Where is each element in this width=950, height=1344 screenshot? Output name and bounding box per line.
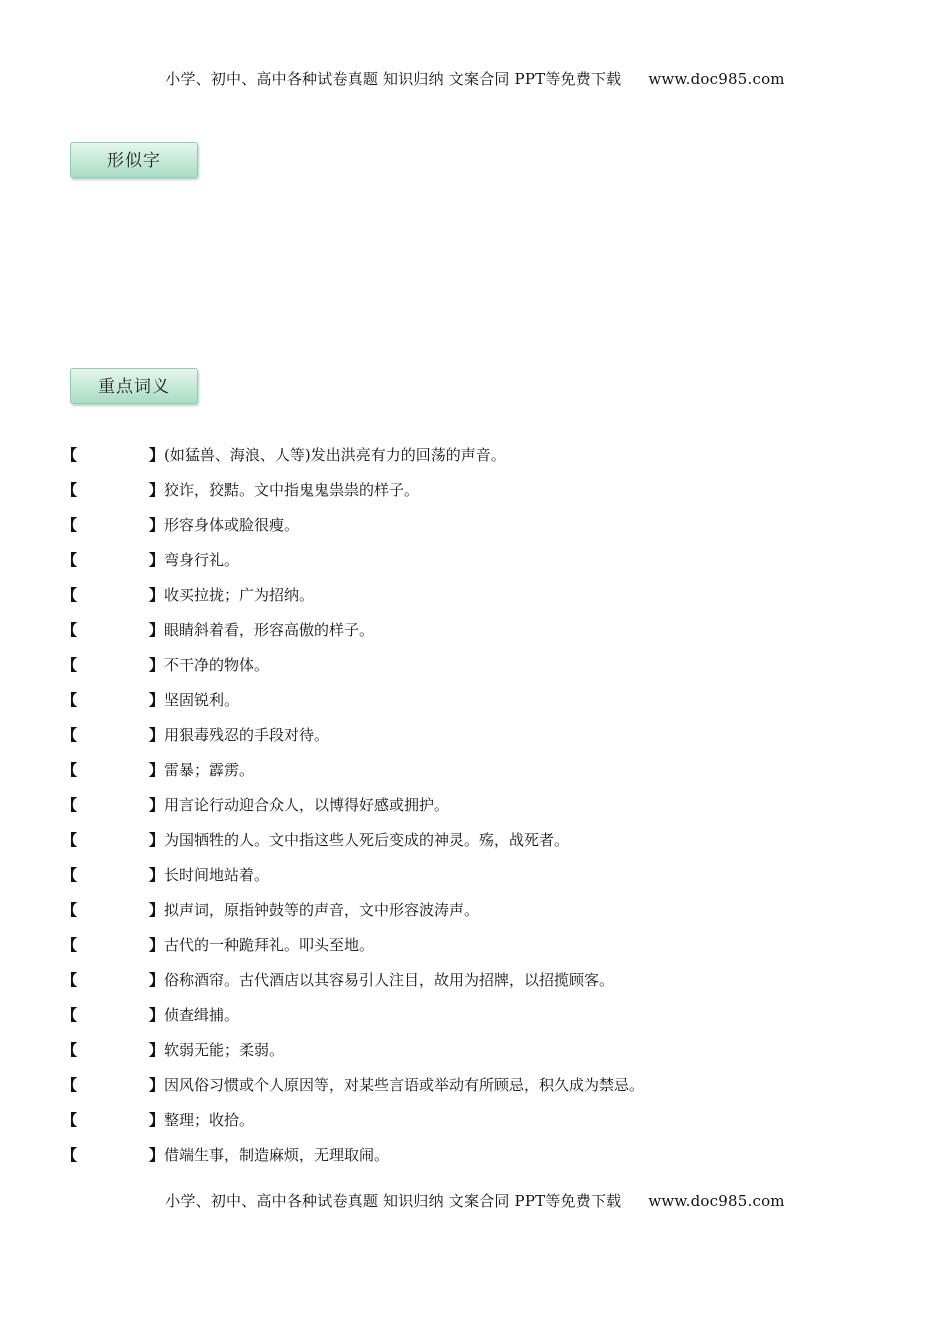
definition-item	[62, 722, 644, 757]
definition-item	[62, 477, 644, 512]
definition-text: 用言论行动迎合众人，以博得好感或拥护。	[164, 796, 450, 814]
answer-blank[interactable]	[77, 972, 149, 990]
answer-blank[interactable]	[77, 447, 149, 465]
answer-blank[interactable]	[77, 622, 149, 640]
answer-blank[interactable]	[77, 832, 149, 850]
definition-text: (如猛兽、海浪、人等)发出洪亮有力的回荡的声音。	[164, 446, 506, 464]
definition-text: 古代的一种跪拜礼。叩头至地。	[164, 936, 375, 954]
footer-url[interactable]: www.doc985.com	[648, 1192, 785, 1210]
header-text: 小学、初中、高中各种试卷真题 知识归纳 文案合同 PPT等免费下载	[165, 70, 622, 88]
definition-item	[62, 897, 644, 932]
close-bracket: 】	[149, 866, 165, 884]
section-title-key-words: 重点词义	[70, 368, 198, 404]
answer-blank[interactable]	[77, 482, 149, 500]
answer-blank[interactable]	[77, 937, 149, 955]
definition-item	[62, 617, 644, 652]
definition-item	[62, 512, 644, 547]
definition-item	[62, 862, 644, 897]
open-bracket: 【	[62, 481, 78, 499]
definition-item	[62, 757, 644, 792]
open-bracket: 【	[62, 831, 78, 849]
answer-blank[interactable]	[77, 517, 149, 535]
answer-blank[interactable]	[77, 867, 149, 885]
definition-item	[62, 932, 644, 967]
answer-blank[interactable]	[77, 1147, 149, 1165]
close-bracket: 】	[149, 1076, 165, 1094]
definition-text: 雷暴；霹雳。	[164, 761, 255, 779]
answer-blank[interactable]	[77, 1077, 149, 1095]
open-bracket: 【	[62, 936, 78, 954]
page-header	[0, 68, 950, 89]
definition-text: 坚固锐利。	[164, 691, 240, 709]
definition-text: 不干净的物体。	[164, 656, 270, 674]
open-bracket: 【	[62, 1006, 78, 1024]
answer-blank[interactable]	[77, 552, 149, 570]
answer-blank[interactable]	[77, 797, 149, 815]
definition-text: 整理；收拾。	[164, 1111, 255, 1129]
close-bracket: 】	[149, 551, 165, 569]
open-bracket: 【	[62, 901, 78, 919]
open-bracket: 【	[62, 971, 78, 989]
definition-item	[62, 1142, 644, 1177]
definition-text: 为国牺牲的人。文中指这些人死后变成的神灵。殇，战死者。	[164, 831, 570, 849]
definition-item	[62, 1002, 644, 1037]
definition-text: 眼睛斜着看，形容高傲的样子。	[164, 621, 375, 639]
definition-item	[62, 687, 644, 722]
close-bracket: 】	[149, 481, 165, 499]
close-bracket: 】	[149, 586, 165, 604]
answer-blank[interactable]	[77, 762, 149, 780]
open-bracket: 【	[62, 586, 78, 604]
open-bracket: 【	[62, 691, 78, 709]
open-bracket: 【	[62, 1076, 78, 1094]
open-bracket: 【	[62, 1041, 78, 1059]
answer-blank[interactable]	[77, 657, 149, 675]
definition-text: 长时间地站着。	[164, 866, 270, 884]
close-bracket: 】	[149, 1006, 165, 1024]
open-bracket: 【	[62, 551, 78, 569]
answer-blank[interactable]	[77, 902, 149, 920]
open-bracket: 【	[62, 726, 78, 744]
definition-item	[62, 792, 644, 827]
definition-item	[62, 827, 644, 862]
close-bracket: 】	[149, 726, 165, 744]
close-bracket: 】	[149, 971, 165, 989]
answer-blank[interactable]	[77, 1112, 149, 1130]
definition-item	[62, 652, 644, 687]
definition-item	[62, 1037, 644, 1072]
open-bracket: 【	[62, 761, 78, 779]
open-bracket: 【	[62, 656, 78, 674]
definition-text: 借端生事，制造麻烦，无理取闹。	[164, 1146, 390, 1164]
open-bracket: 【	[62, 866, 78, 884]
close-bracket: 】	[149, 621, 165, 639]
definition-item	[62, 442, 644, 477]
definition-text: 用狠毒残忍的手段对待。	[164, 726, 330, 744]
footer-text: 小学、初中、高中各种试卷真题 知识归纳 文案合同 PPT等免费下载	[165, 1192, 622, 1210]
definition-text: 弯身行礼。	[164, 551, 240, 569]
close-bracket: 】	[149, 656, 165, 674]
open-bracket: 【	[62, 621, 78, 639]
close-bracket: 】	[149, 796, 165, 814]
close-bracket: 】	[149, 446, 165, 464]
close-bracket: 】	[149, 761, 165, 779]
header-url[interactable]: www.doc985.com	[648, 70, 785, 88]
definition-text: 收买拉拢；广为招纳。	[164, 586, 315, 604]
close-bracket: 】	[149, 1041, 165, 1059]
close-bracket: 】	[149, 936, 165, 954]
answer-blank[interactable]	[77, 1007, 149, 1025]
close-bracket: 】	[149, 516, 165, 534]
open-bracket: 【	[62, 796, 78, 814]
close-bracket: 】	[149, 691, 165, 709]
definition-text: 俗称酒帘。古代酒店以其容易引人注目，故用为招牌，以招揽顾客。	[164, 971, 615, 989]
definition-text: 侦查缉捕。	[164, 1006, 240, 1024]
close-bracket: 】	[149, 1111, 165, 1129]
definition-text: 拟声词，原指钟鼓等的声音，文中形容波涛声。	[164, 901, 480, 919]
open-bracket: 【	[62, 516, 78, 534]
page-footer	[0, 1190, 950, 1211]
section-title-similar-chars: 形似字	[70, 142, 198, 178]
definition-item	[62, 1107, 644, 1142]
close-bracket: 】	[149, 831, 165, 849]
open-bracket: 【	[62, 1146, 78, 1164]
close-bracket: 】	[149, 1146, 165, 1164]
answer-blank[interactable]	[77, 692, 149, 710]
definition-text: 形容身体或脸很瘦。	[164, 516, 300, 534]
definition-list	[62, 442, 644, 1177]
open-bracket: 【	[62, 446, 78, 464]
answer-blank[interactable]	[77, 727, 149, 745]
definition-item	[62, 547, 644, 582]
definition-text: 因风俗习惯或个人原因等，对某些言语或举动有所顾忌，积久成为禁忌。	[164, 1076, 645, 1094]
answer-blank[interactable]	[77, 1042, 149, 1060]
definition-item	[62, 582, 644, 617]
answer-blank[interactable]	[77, 587, 149, 605]
definition-item	[62, 1072, 644, 1107]
definition-text: 狡诈，狡黠。文中指鬼鬼祟祟的样子。	[164, 481, 420, 499]
definition-item	[62, 967, 644, 1002]
close-bracket: 】	[149, 901, 165, 919]
open-bracket: 【	[62, 1111, 78, 1129]
definition-text: 软弱无能；柔弱。	[164, 1041, 285, 1059]
